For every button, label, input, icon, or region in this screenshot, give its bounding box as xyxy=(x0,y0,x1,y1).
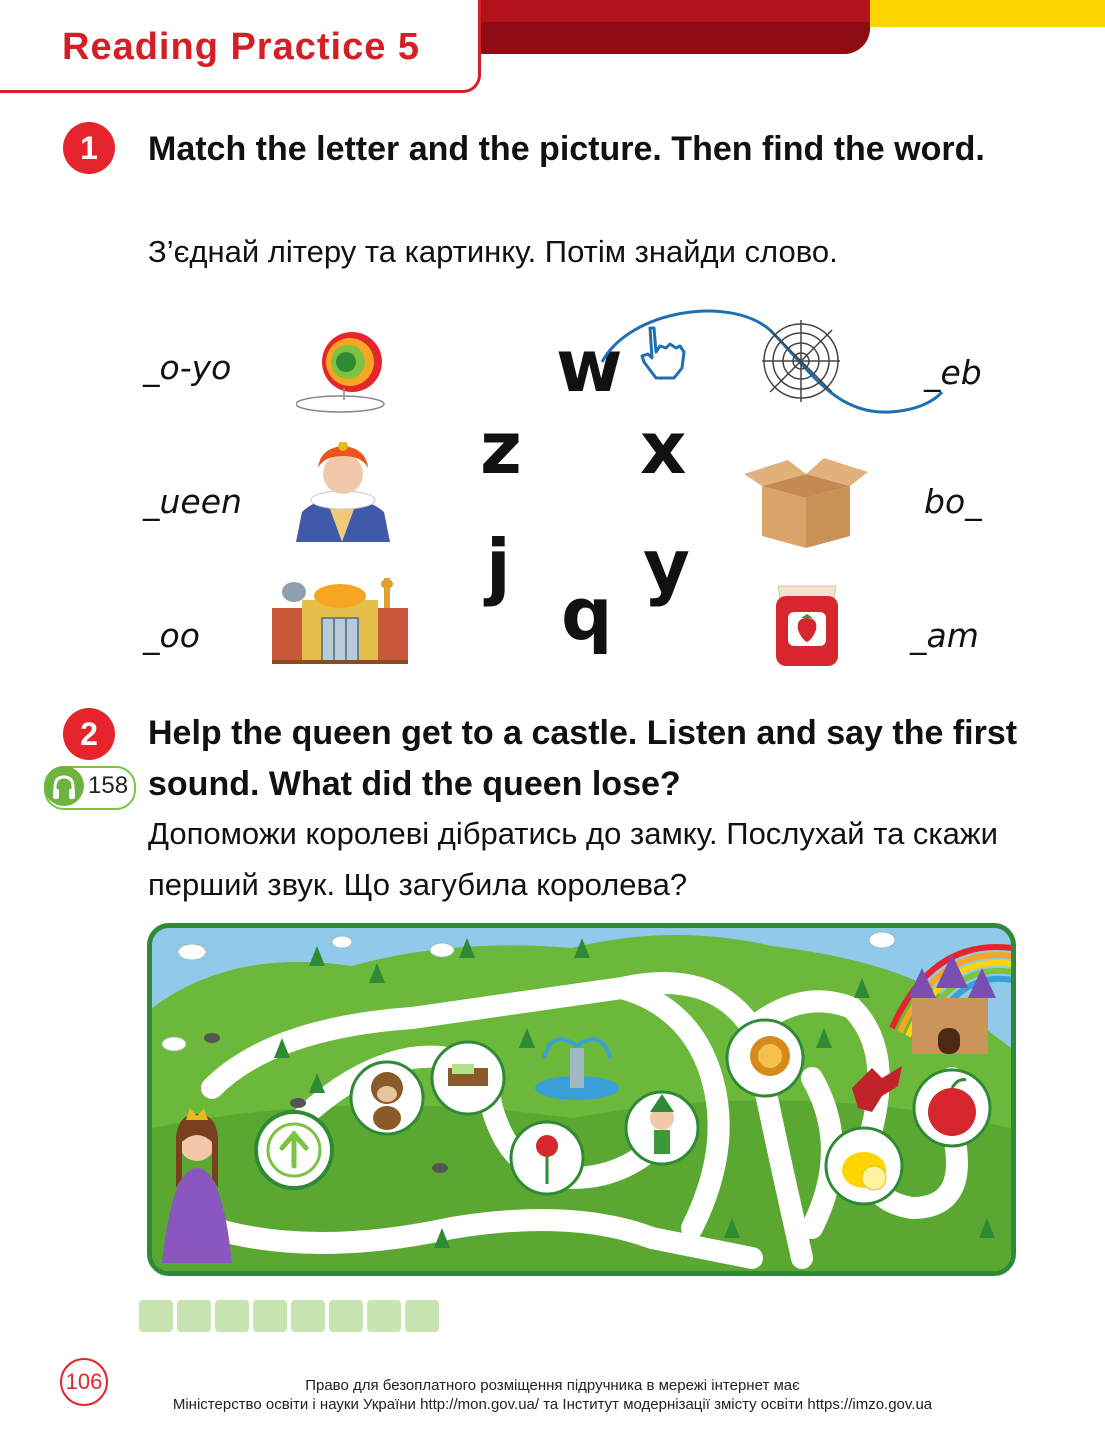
audio-track-number: 158 xyxy=(88,772,129,799)
exercise-2-instruction-en: Help the queen get to a castle. Listen and say the first sound. What did the queen lose? xyxy=(148,714,1018,803)
letter-q[interactable]: q xyxy=(561,572,613,656)
exercise-2-instruction-ua: Допоможи королеві дібратись до замку. Послухай та скажи перший звук. Що загубила королева? xyxy=(148,816,998,902)
box-picture[interactable] xyxy=(744,452,868,550)
exercise-1-instruction-ua: З’єднай літеру та картинку. Потім знайди слово. xyxy=(148,234,838,269)
word-yoyo: _o-yo xyxy=(143,348,232,387)
answer-box[interactable] xyxy=(291,1300,325,1332)
maze-picture xyxy=(147,923,1016,1276)
exercise-1-number: 1 xyxy=(63,122,115,174)
jam-picture[interactable] xyxy=(772,574,842,668)
footer-line-1: Право для безоплатного розміщення підручника в мережі інтернет має xyxy=(305,1377,800,1394)
header-red-band-dark xyxy=(475,22,870,54)
footer-line-2: Міністерство освіти і науки України http://mon.gov.ua/ та Інститут модернізації змісту освіти https://imzo.gov.ua xyxy=(172,1396,933,1413)
headphones-icon xyxy=(52,774,76,800)
page-number: 106 xyxy=(60,1358,108,1406)
answer-box[interactable] xyxy=(177,1300,211,1332)
web-picture[interactable] xyxy=(760,318,842,404)
letter-z[interactable]: z xyxy=(480,406,522,490)
letter-w[interactable]: w xyxy=(556,324,623,408)
letter-j[interactable]: j xyxy=(486,524,511,608)
answer-box[interactable] xyxy=(367,1300,401,1332)
word-zoo: _oo xyxy=(143,616,200,655)
letter-y[interactable]: y xyxy=(643,524,690,608)
yoyo-picture[interactable] xyxy=(296,328,392,414)
answer-box[interactable] xyxy=(405,1300,439,1332)
exercise-2-number: 2 xyxy=(63,708,115,760)
word-web: _eb xyxy=(924,353,982,392)
word-queen: _ueen xyxy=(143,482,242,521)
answer-box[interactable] xyxy=(329,1300,363,1332)
page-title: Reading Practice 5 xyxy=(62,26,421,68)
word-box: bo_ xyxy=(924,482,982,521)
queen-picture[interactable] xyxy=(296,442,390,542)
maze-scene xyxy=(152,928,1011,1271)
hand-pointer-icon xyxy=(636,322,690,382)
zoo-picture[interactable] xyxy=(272,578,408,664)
word-jam: _am xyxy=(910,616,979,655)
answer-box[interactable] xyxy=(139,1300,173,1332)
exercise-1-instruction-en: Match the letter and the picture. Then find the word. xyxy=(148,130,985,168)
letter-x[interactable]: x xyxy=(640,406,687,490)
answer-box[interactable] xyxy=(253,1300,287,1332)
answer-box[interactable] xyxy=(215,1300,249,1332)
